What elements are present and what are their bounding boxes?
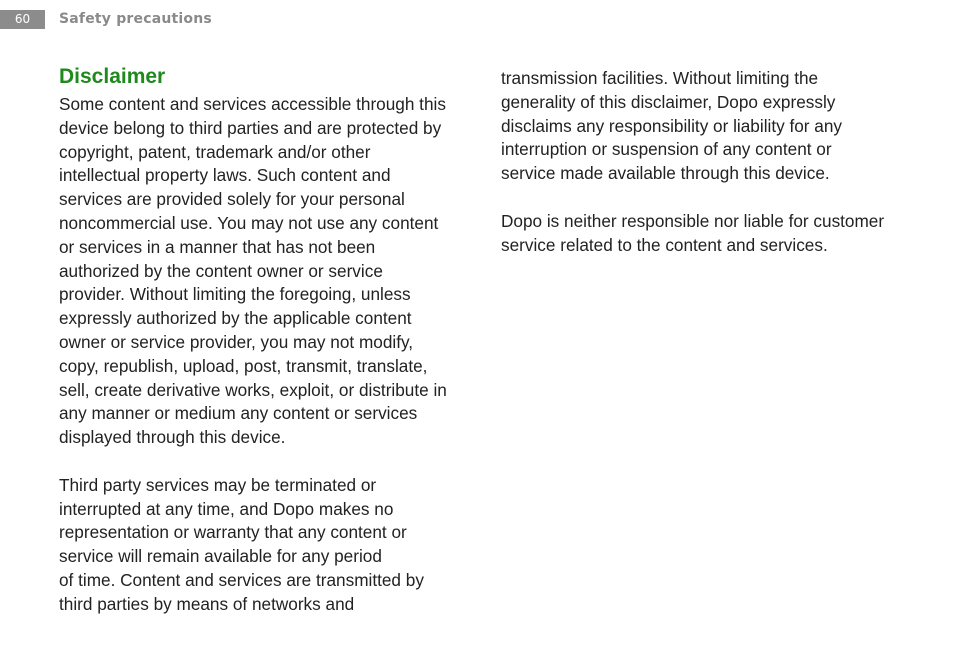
text-line: any manner or medium any content or services — [59, 403, 418, 424]
page-title: Disclaimer — [59, 65, 166, 88]
text-line: intellectual property laws. Such content and — [59, 165, 391, 186]
text-line: third parties by means of networks and — [59, 593, 355, 614]
text-line: provider. Without limiting the foregoing, unless — [59, 284, 411, 305]
text-line: Dopo is neither responsible nor liable for customer — [501, 210, 885, 231]
text-line: transmission facilities. Without limiting the — [501, 68, 819, 88]
text-line: services are provided solely for your personal — [59, 189, 405, 210]
text-line: or services in a manner that has not been — [59, 236, 376, 257]
text-line: service will remain available for any period — [59, 546, 382, 567]
left-column — [59, 93, 447, 617]
text-line: copy, republish, upload, post, transmit, translate, — [59, 355, 428, 376]
text-line: interruption or suspension of any content or — [501, 139, 832, 160]
text-line: service made available through this device. — [501, 163, 830, 184]
text-line: representation or warranty that any content or — [59, 522, 407, 543]
text-line: of time. Content and services are transmitted by — [59, 569, 424, 590]
text-line: Some content and services accessible through this — [59, 94, 446, 114]
paragraph — [59, 474, 447, 617]
text-line: sell, create derivative works, exploit, or distribute in — [59, 379, 447, 400]
text-line: interrupted at any time, and Dopo makes no — [59, 498, 394, 519]
text-line: copyright, patent, trademark and/or other — [59, 141, 371, 162]
paragraph — [501, 67, 884, 186]
text-line: displayed through this device. — [59, 427, 286, 448]
text-line: service related to the content and services. — [501, 234, 828, 255]
paragraph-gap — [501, 186, 884, 210]
right-column — [501, 67, 884, 257]
page-number: 60 — [0, 10, 45, 29]
text-line: Third party services may be terminated or — [59, 474, 377, 495]
text-line: generality of this disclaimer, Dopo expressly — [501, 91, 836, 112]
paragraph — [59, 93, 447, 450]
text-line: owner or service provider, you may not modify, — [59, 331, 414, 352]
text-line: disclaims any responsibility or liability for any — [501, 115, 843, 136]
text-line: expressly authorized by the applicable content — [59, 308, 412, 329]
text-line: device belong to third parties and are protected by — [59, 117, 442, 138]
paragraph — [501, 210, 884, 258]
paragraph-gap — [59, 450, 447, 474]
section-header: Safety precautions — [59, 11, 212, 27]
text-line: noncommercial use. You may not use any content — [59, 212, 439, 233]
text-line: authorized by the content owner or service — [59, 260, 383, 281]
